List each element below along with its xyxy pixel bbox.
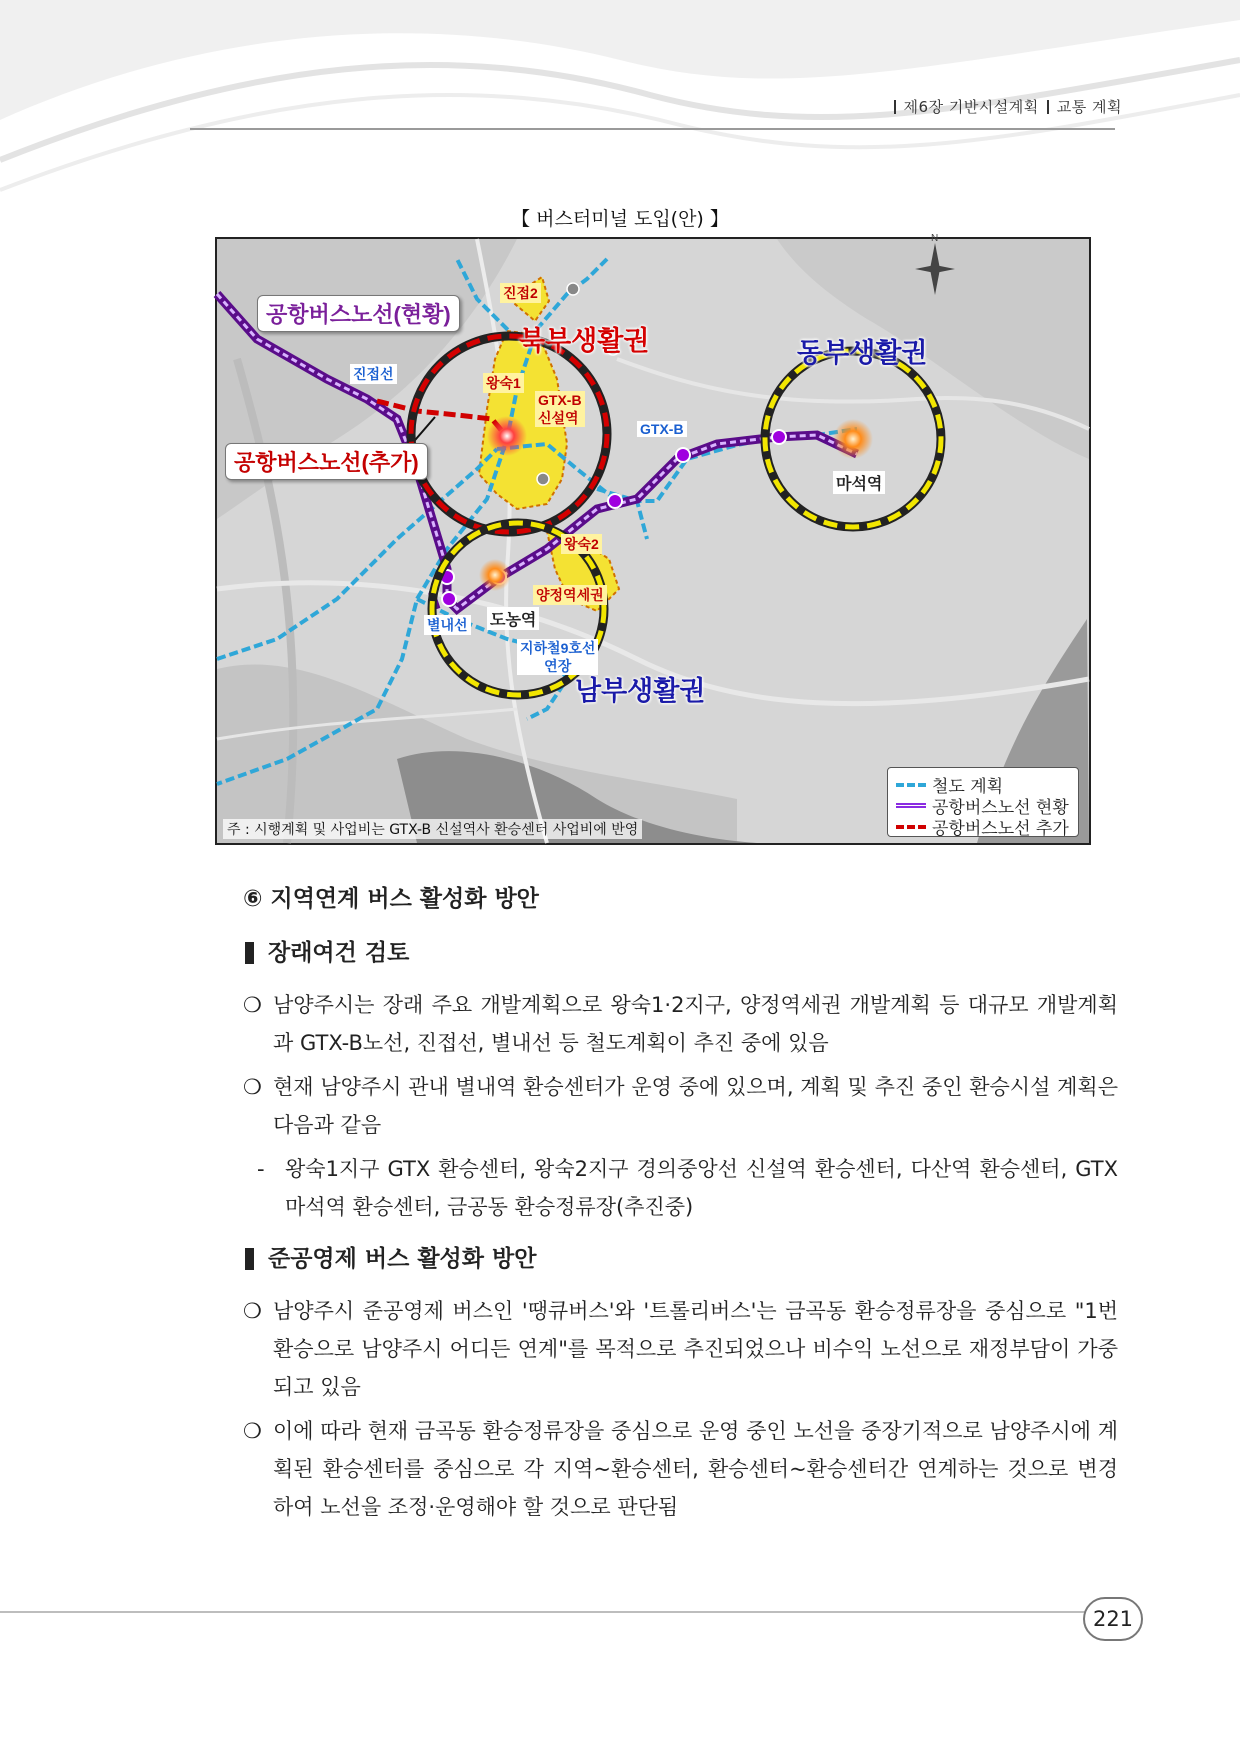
label-north-zone: 북부생활권: [519, 326, 650, 356]
label-gtxb-new-station: GTX-B 신설역: [535, 391, 585, 427]
label-byeollae-line: 별내선: [424, 615, 471, 635]
label-bus-current: 공항버스노선(현황): [257, 295, 460, 332]
legend-rail-plan: 철도 계획: [896, 772, 1003, 797]
body-text: [243, 880, 1118, 1532]
label-jinjeop-line: 진접선: [350, 364, 397, 384]
figure-title: 【 버스터미널 도입(안) 】: [511, 208, 729, 230]
label-wangsuk2: 왕숙2: [561, 534, 602, 554]
map-legend: [887, 767, 1079, 837]
label-yangjeong: 양정역세권: [533, 585, 607, 605]
chapter-title: 제6장 기반시설계획: [903, 98, 1039, 116]
page-number: 221: [1083, 1597, 1143, 1641]
bullet-item: ❍ 이에 따라 현재 금곡동 환승정류장을 중심으로 운영 중인 노선을 중장기적으로 남양주시에 계획된 환승센터를 중심으로 각 지역~환승센터, 환승센터~환승센터간 연계하는 것으로 변경하여 노선을 조정·운영해야 할 것으로 판단됨: [243, 1419, 1118, 1519]
label-line9-extension: 지하철9호선 연장: [517, 639, 598, 675]
label-donong: 도농역: [487, 607, 539, 630]
footer-rule: [0, 1611, 1090, 1613]
figure-note: 주 : 시행계획 및 사업비는 GTX-B 신설역사 환승센터 사업비에 반영: [223, 819, 642, 839]
section-heading: ⑥ 지역연계 버스 활성화 방안: [243, 886, 539, 912]
section-title: 교통 계획: [1056, 98, 1122, 116]
label-wangsuk1: 왕숙1: [483, 373, 524, 393]
svg-text:N: N: [931, 233, 939, 244]
label-bus-added: 공항버스노선(추가): [225, 443, 428, 480]
legend-bus-current: 공항버스노선 현황: [896, 793, 1069, 818]
label-south-zone: 남부생활권: [575, 676, 706, 706]
label-jinjeop2: 진접2: [500, 283, 541, 303]
label-gtx-b: GTX-B: [637, 421, 687, 437]
subheading-future-conditions: 장래여건 검토: [243, 934, 1118, 972]
subheading-public-bus: 준공영제 버스 활성화 방안: [243, 1240, 1118, 1278]
legend-bus-added: 공항버스노선 추가: [896, 814, 1069, 839]
bullet-item: ❍ 남양주시는 장래 주요 개발계획으로 왕숙1·2지구, 양정역세권 개발계획 등 대규모 개발계획과 GTX-B노선, 진접선, 별내선 등 철도계획이 추진 중에 있음: [243, 993, 1118, 1055]
header-rule: [190, 128, 1115, 130]
bullet-item: ❍ 남양주시 준공영제 버스인 '땡큐버스'와 '트롤리버스'는 금곡동 환승정류장을 중심으로 "1번 환승으로 남양주시 어디든 연계"를 목적으로 추진되었으나 비수익 노선으로 재정부담이 가중되고 있음: [243, 1299, 1118, 1399]
bullet-item: ❍ 현재 남양주시 관내 별내역 환승센터가 운영 중에 있으며, 계획 및 추진 중인 환승시설 계획은 다음과 같음: [243, 1075, 1118, 1137]
running-header: [886, 96, 1122, 117]
dash-item: - 왕숙1지구 GTX 환승센터, 왕숙2지구 경의중앙선 신설역 환승센터, 다산역 환승센터, GTX 마석역 환승센터, 금공동 환승정류장(추진중): [257, 1157, 1118, 1219]
bus-terminal-map: [215, 233, 1091, 845]
label-east-zone: 동부생활권: [797, 338, 928, 368]
label-maseok: 마석역: [833, 471, 885, 494]
